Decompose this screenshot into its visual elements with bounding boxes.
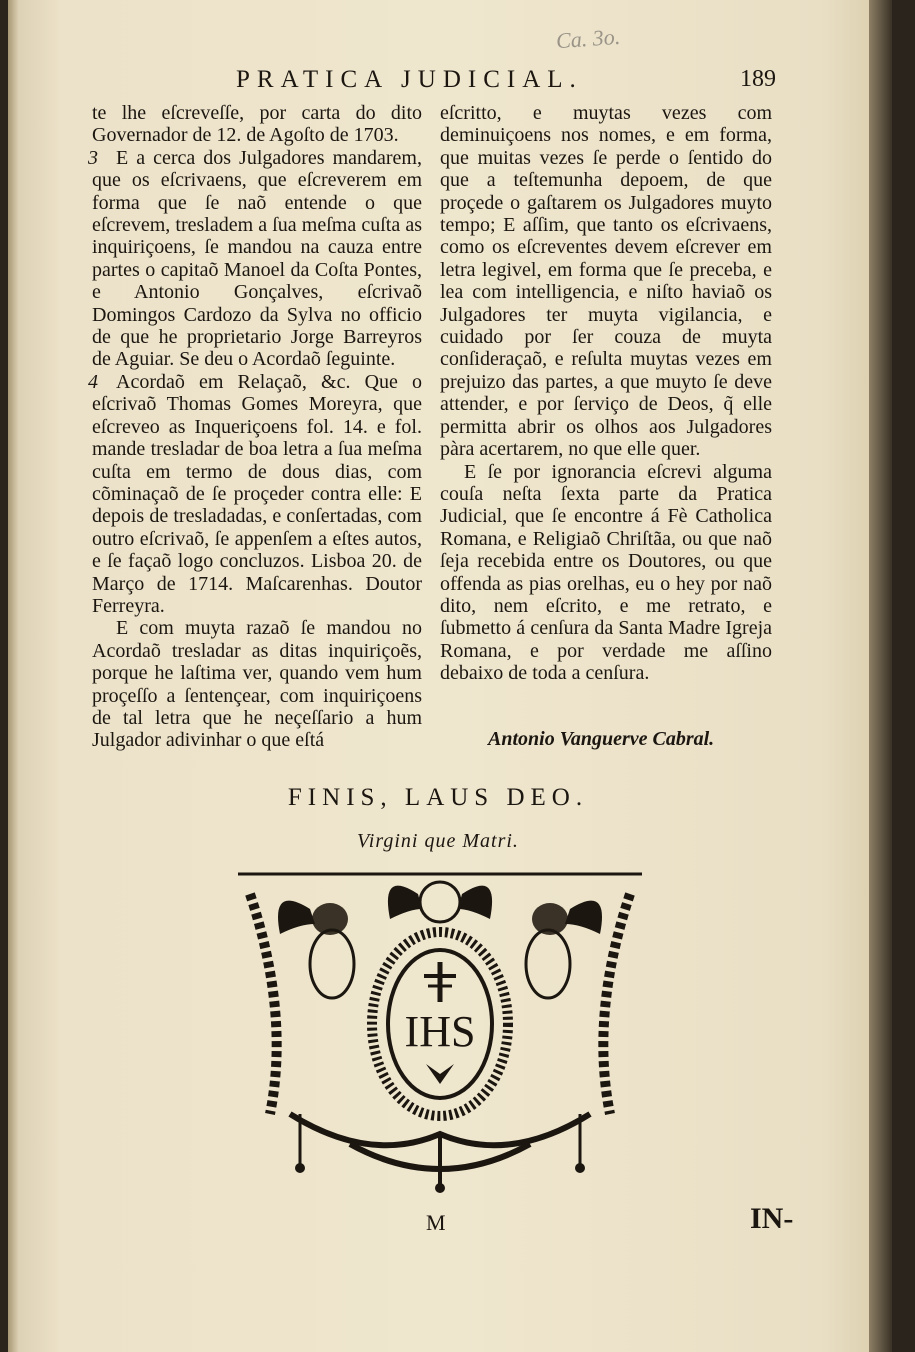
item-3-number: 3 (88, 146, 98, 169)
page-gutter (8, 0, 18, 1352)
left-column (88, 102, 422, 752)
pencil-annotation: Ca. 3o. (555, 23, 621, 54)
catchword: IN- (750, 1202, 794, 1235)
page-edge-shadow (869, 0, 892, 1352)
ihs-monogram: IHS (404, 1007, 476, 1056)
page-number: 189 (740, 66, 776, 92)
left-closing-paragraph: E com muyta razaõ ſe mandou no Acordaõ tresladar as ditas inquiriçoẽs, porque he laſtima ver, quando vem hum proçeſſo a ſentençear, com inquiriçoens de tal letra que he neçeſſario a hum Julgador adivinhar o que eſtá (92, 617, 422, 752)
book-page (8, 0, 892, 1352)
jesuit-ornament (230, 864, 650, 1194)
running-head (90, 66, 776, 100)
left-paragraph-continued: te lhe eſcreveſſe, por carta do dito Governador de 12. de Agoſto de 1703. (92, 102, 422, 147)
running-head-title: PRATICA JUDICIAL. (236, 66, 583, 93)
item-4 (88, 370, 422, 617)
right-paragraph-1: eſcritto, e muytas vezes com deminuiçoens nos nomes, e em forma, que muitas vezes ſe perde o ſentido do que a teſtemunha depoem, de que proçede o gaſtarem os Julgadores muyto tempo; E aſſim, que tanto os eſcrivaens, como os eſcreventes devem eſcrever em letra legivel, em forma que ſe preceba, e lea com intelligencia, e niſto haviaõ os Julgadores ter muyta vigilancia, e cuidado por ſer couza de muyta conſideraçaõ, e reſulta muytas vezes em prejuizo das partes, a que muyto ſe deve attender, e por ſerviço de Deos, q̃ elle permitta abrir os olhos aos Julgadores pàra acertarem, no que elle quer. (440, 102, 772, 461)
right-column (440, 102, 772, 685)
signature-mark: M (426, 1210, 446, 1235)
author-signature: Antonio Vanguerve Cabral. (488, 728, 715, 750)
item-3-text: E a cerca dos Julgadores mandarem, que os eſcrivaens, que eſcreverem em forma que ſe naõ entende o que eſcrevem, tresladem a ſua meſma cuſta as inquiriçoens, ſe mandou na cauza entre partes o capitaõ Manoel da Coſta Pontes, e Antonio Gonçalves, eſcrivaõ Domingos Cardozo da Sylva no officio de que he proprietario Jorge Barreyros de Aguiar. Se deu o Acordaõ ſeguinte. (92, 146, 422, 371)
right-paragraph-2: E ſe por ignorancia eſcrevi alguma couſa neſta ſexta parte da Pratica Judicial, que ſe encontre á Fè Catholica Romana, e Religiaõ Chriſtãa, ou que naõ ſeja recebida entre os Doutores, ou que offenda as pias orelhas, eu o hey por naõ dito, nem eſcrito, e me retrato, e ſubmetto á cenſura da Santa Madre Igreja Romana, e por verdade me aſſino debaixo de toda a cenſura. (440, 460, 772, 685)
dedication-line: Virgini que Matri. (357, 830, 519, 852)
item-3 (88, 146, 422, 371)
item-4-text: Acordaõ em Relaçaõ, &c. Que o eſcrivaõ Thomas Gomes Moreyra, que eſcreveo as Inqueriçoens fol. 14. e fol. mande tresladar de boa letra a ſua meſma cuſta em termo de dous dias, com cõminaçaõ de ſe proçeder contra elle: E depois de tresladadas, e conſertadas, com outro eſcrivaõ, ſe appenſem a eſtes autos, e ſe façaõ logo concluzos. Lisboa 20. de Março de 1714. Maſcarenhas. Doutor Ferreyra. (92, 370, 422, 617)
item-4-number: 4 (88, 370, 98, 393)
finis-heading: FINIS, LAUS DEO. (287, 784, 589, 811)
